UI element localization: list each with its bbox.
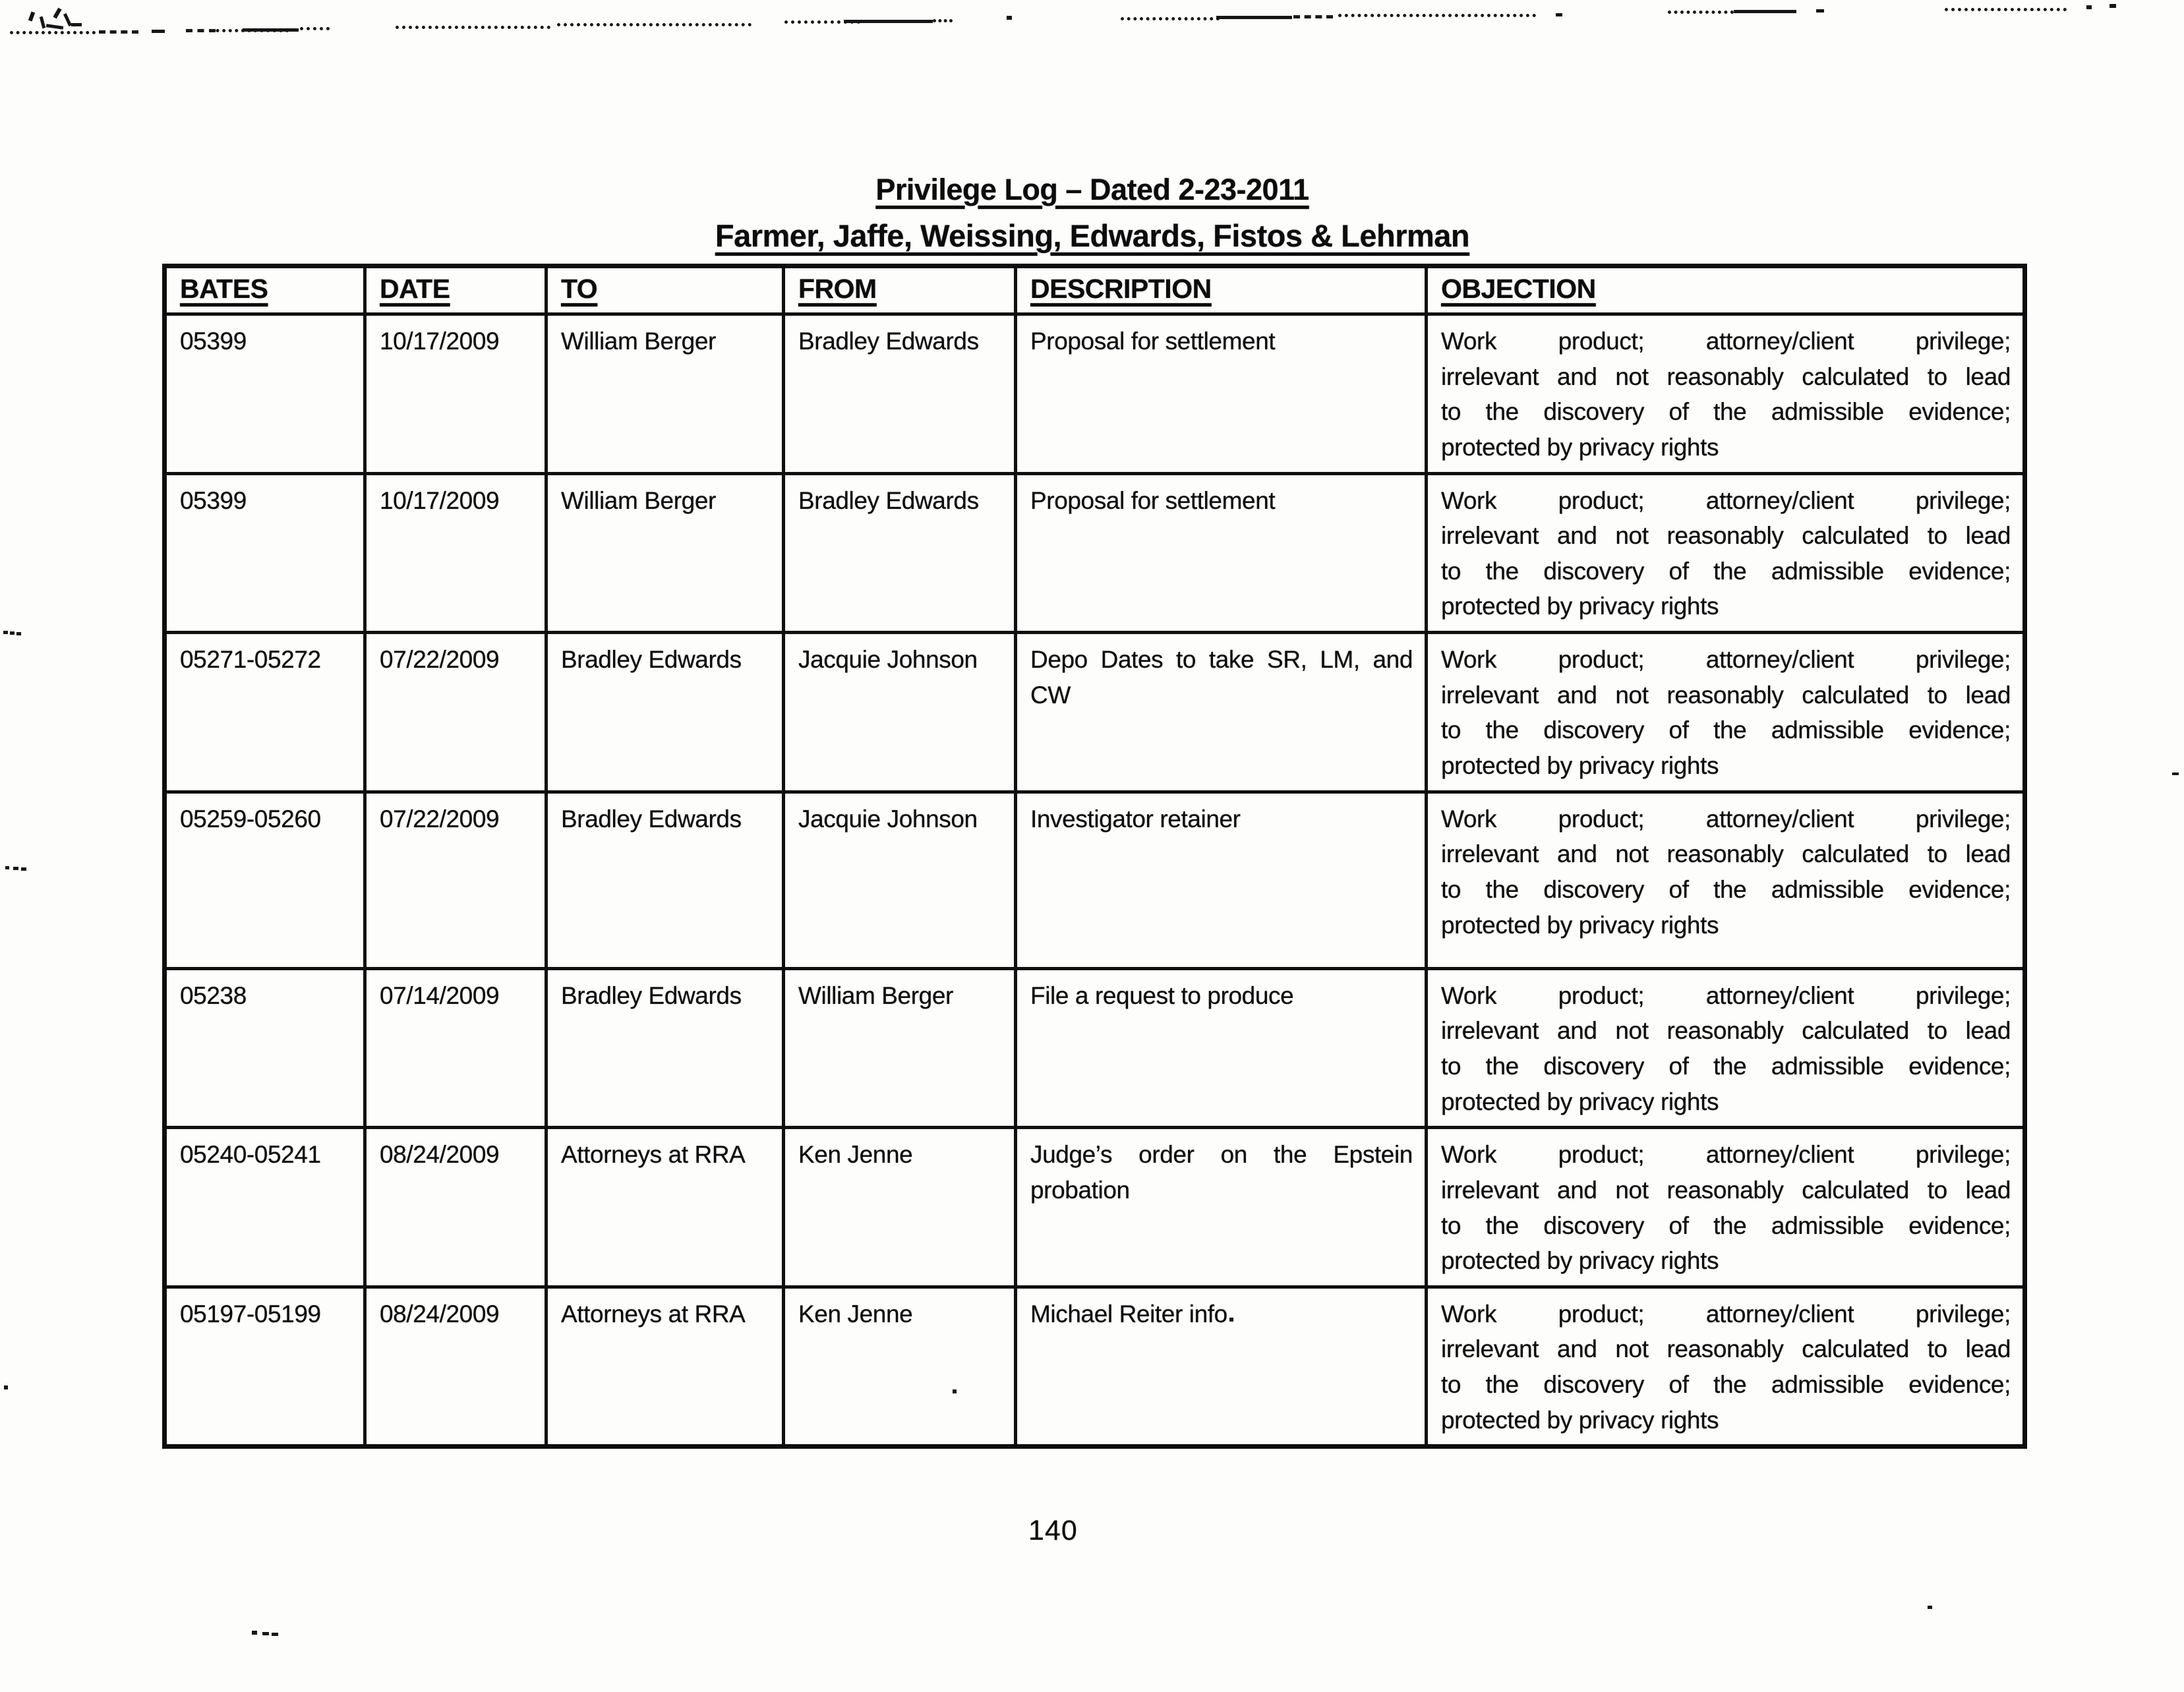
bates-value: 05197-05199: [180, 1300, 321, 1327]
scan-artifact: [99, 30, 138, 34]
objection-cell: [1427, 968, 2025, 1128]
from-cell: [784, 473, 1016, 633]
description-line: File a request to produce: [1030, 981, 1294, 1009]
objection-line: to the discovery of the admissible evidence;: [1441, 1371, 2011, 1399]
objection-line: to the discovery of the admissible evidence;: [1441, 398, 2011, 426]
to-cell: [546, 1128, 784, 1287]
to-value: Bradley Edwards: [561, 805, 742, 832]
from-value: Jacquie Johnson: [798, 805, 978, 832]
bates-value: 05399: [180, 328, 247, 355]
objection-line: to the discovery of the admissible evidence;: [1441, 557, 2011, 585]
to-cell: [546, 633, 784, 792]
bates-value: 05238: [180, 981, 247, 1009]
title-block: [162, 173, 2022, 254]
scan-artifact: [46, 24, 63, 30]
objection-line: to the discovery of the admissible evidence;: [1441, 1052, 2011, 1080]
date-cell: [365, 968, 546, 1128]
bates-cell: [165, 1287, 365, 1447]
scan-artifact: [1556, 13, 1562, 16]
scan-artifact: [40, 16, 45, 29]
scan-artifact: [28, 11, 35, 21]
objection-cell: [1427, 314, 2025, 474]
page-number: 140: [1028, 1515, 1078, 1546]
scan-artifact: [53, 8, 61, 19]
objection-line: protected by privacy rights: [1441, 911, 1719, 939]
from-cell: [784, 1287, 1016, 1447]
scan-artifact: [1216, 16, 1292, 19]
table-row: [165, 633, 2025, 792]
col-header-description: [1016, 266, 1427, 314]
from-cell: [784, 314, 1016, 474]
col-header-date: [365, 266, 546, 314]
col-header-label: DESCRIPTION: [1030, 274, 1212, 304]
from-value: Jacquie Johnson: [798, 646, 978, 674]
objection-line: Work product; attorney/client privilege;: [1441, 981, 2011, 1009]
objection-line: irrelevant and not reasonably calculated to lead: [1441, 522, 2011, 550]
to-cell: [546, 792, 784, 968]
objection-line: irrelevant and not reasonably calculated to lead: [1441, 840, 2011, 868]
description-line: Proposal for settlement: [1030, 486, 1276, 514]
bates-value: 05259-05260: [180, 805, 321, 832]
scan-artifact: [71, 23, 82, 26]
date-value: 10/17/2009: [380, 486, 500, 514]
table-row: [165, 314, 2025, 474]
to-value: Attorneys at RRA: [561, 1300, 746, 1327]
to-cell: [546, 473, 784, 633]
date-value: 07/22/2009: [380, 646, 500, 674]
date-value: 07/22/2009: [380, 805, 500, 832]
scan-artifact: [3, 631, 8, 634]
objection-line: to the discovery of the admissible evidence;: [1441, 716, 2011, 744]
col-header-label: FROM: [798, 274, 877, 304]
description-cell: [1016, 1128, 1427, 1287]
bates-cell: [165, 633, 365, 792]
col-header-objection: [1427, 266, 2025, 314]
objection-line: Work product; attorney/client privilege;: [1441, 1300, 2011, 1327]
date-value: 07/14/2009: [380, 981, 500, 1009]
objection-line: Work product; attorney/client privilege;: [1441, 1141, 2011, 1169]
objection-line: irrelevant and not reasonably calculated to lead: [1441, 681, 2011, 709]
from-cell: [784, 792, 1016, 968]
objection-line: irrelevant and not reasonably calculated to lead: [1441, 1335, 2011, 1363]
scan-artifact: [262, 1632, 269, 1635]
scan-artifact: [10, 631, 15, 635]
to-cell: [546, 1287, 784, 1447]
scan-artifact: [13, 867, 18, 870]
scan-artifact: [1293, 15, 1333, 18]
objection-line: protected by privacy rights: [1441, 752, 1719, 780]
description-line: Investigator retainer: [1030, 805, 1241, 832]
scan-artifact: [1007, 16, 1012, 20]
date-cell: [365, 1128, 546, 1287]
objection-line: protected by privacy rights: [1441, 433, 1719, 461]
objection-line: irrelevant and not reasonably calculated to lead: [1441, 363, 2011, 390]
description-cell: [1016, 473, 1427, 633]
col-header-label: BATES: [180, 274, 268, 304]
objection-line: protected by privacy rights: [1441, 1247, 1719, 1275]
table-row: [165, 1128, 2025, 1287]
bates-cell: [165, 314, 365, 474]
from-value: William Berger: [798, 981, 953, 1009]
date-cell: [365, 314, 546, 474]
objection-line: irrelevant and not reasonably calculated to lead: [1441, 1176, 2011, 1204]
scan-artifact: [300, 27, 330, 30]
bates-cell: [165, 968, 365, 1128]
from-value: Ken Jenne: [798, 1300, 913, 1327]
table-row: [165, 473, 2025, 633]
objection-line: Work product; attorney/client privilege;: [1441, 646, 2011, 674]
bates-cell: [165, 792, 365, 968]
to-value: Bradley Edwards: [561, 981, 742, 1009]
objection-cell: [1427, 1128, 2025, 1287]
description-line: Judge’s order on the Epstein: [1030, 1141, 1413, 1169]
col-header-label: OBJECTION: [1441, 274, 1596, 304]
from-cell: [784, 633, 1016, 792]
scan-artifact: [1928, 1606, 1932, 1609]
scan-artifact: [243, 28, 299, 32]
objection-cell: [1427, 1287, 2025, 1447]
scan-artifact: [1668, 11, 1734, 14]
from-cell: [784, 968, 1016, 1128]
objection-line: Work product; attorney/client privilege;: [1441, 486, 2011, 514]
scan-artifact: [844, 20, 933, 23]
privilege-log-table: [162, 264, 2027, 1449]
description-line: Michael Reiter info: [1030, 1300, 1227, 1327]
scan-artifact: [5, 866, 9, 869]
date-cell: [365, 473, 546, 633]
to-value: William Berger: [561, 486, 716, 514]
scan-artifact: [2172, 773, 2179, 775]
scan-artifact: [4, 1386, 8, 1389]
objection-line: protected by privacy rights: [1441, 593, 1719, 620]
date-cell: [365, 1287, 546, 1447]
scan-artifact: [252, 1631, 257, 1635]
scan-artifact: [21, 867, 26, 871]
bates-cell: [165, 1128, 365, 1287]
scan-artifact: [2086, 5, 2092, 9]
description-cell: [1016, 968, 1427, 1128]
date-value: 08/24/2009: [380, 1141, 500, 1169]
scan-artifact: [16, 632, 21, 635]
objection-cell: [1427, 633, 2025, 792]
description-cell: [1016, 792, 1427, 968]
objection-line: to the discovery of the admissible evidence;: [1441, 875, 2011, 903]
bates-value: 05271-05272: [180, 646, 321, 674]
bates-value: 05399: [180, 486, 247, 514]
from-value: Bradley Edwards: [798, 328, 979, 355]
page-subtitle: Farmer, Jaffe, Weissing, Edwards, Fistos & Lehrman: [715, 218, 1470, 253]
scan-artifact: [152, 30, 165, 33]
objection-line: protected by privacy rights: [1441, 1406, 1719, 1434]
description-line: Depo Dates to take SR, LM, and: [1030, 646, 1413, 674]
date-value: 10/17/2009: [380, 328, 500, 355]
to-value: Attorneys at RRA: [561, 1141, 746, 1169]
scan-artifact: [2110, 4, 2116, 8]
description-cell: [1016, 1287, 1427, 1447]
table-row: [165, 968, 2025, 1128]
header-row: [165, 266, 2025, 314]
objection-line: Work product; attorney/client privilege;: [1441, 805, 2011, 832]
description-line: CW: [1030, 681, 1071, 709]
from-value: Ken Jenne: [798, 1141, 913, 1169]
scan-artifact: [933, 19, 953, 22]
scan-artifact: [1121, 17, 1220, 20]
bates-cell: [165, 473, 365, 633]
table-row: [165, 792, 2025, 968]
objection-line: protected by privacy rights: [1441, 1088, 1719, 1115]
col-header-bates: [165, 266, 365, 314]
from-value: Bradley Edwards: [798, 486, 979, 514]
to-value: Bradley Edwards: [561, 646, 742, 674]
to-value: William Berger: [561, 328, 716, 355]
col-header-to: [546, 266, 784, 314]
page-title: Privilege Log – Dated 2-23-2011: [875, 173, 1309, 206]
objection-line: to the discovery of the admissible evidence;: [1441, 1211, 2011, 1239]
scan-artifact: [272, 1633, 278, 1636]
objection-line: Work product; attorney/client privilege;: [1441, 328, 2011, 355]
to-cell: [546, 314, 784, 474]
col-header-from: [784, 266, 1016, 314]
description-cell: [1016, 633, 1427, 792]
description-cell: [1016, 314, 1427, 474]
to-cell: [546, 968, 784, 1128]
scan-artifact: [557, 23, 752, 26]
scan-artifact: [10, 31, 96, 34]
table-row: [165, 1287, 2025, 1447]
scan-artifact: [396, 26, 550, 29]
description-line: probation: [1030, 1176, 1130, 1204]
scan-artifact: [1338, 14, 1536, 17]
scan-artifact: [1816, 9, 1824, 13]
from-cell: [784, 1128, 1016, 1287]
date-cell: [365, 792, 546, 968]
objection-cell: [1427, 792, 2025, 968]
col-header-label: TO: [561, 274, 598, 304]
objection-cell: [1427, 473, 2025, 633]
col-header-label: DATE: [380, 274, 450, 304]
scan-artifact: [1734, 10, 1796, 13]
date-cell: [365, 633, 546, 792]
date-value: 08/24/2009: [380, 1300, 500, 1327]
bates-value: 05240-05241: [180, 1141, 321, 1169]
objection-line: irrelevant and not reasonably calculated to lead: [1441, 1017, 2011, 1045]
description-line: Proposal for settlement: [1030, 328, 1276, 355]
scan-artifact: [1945, 8, 2067, 11]
